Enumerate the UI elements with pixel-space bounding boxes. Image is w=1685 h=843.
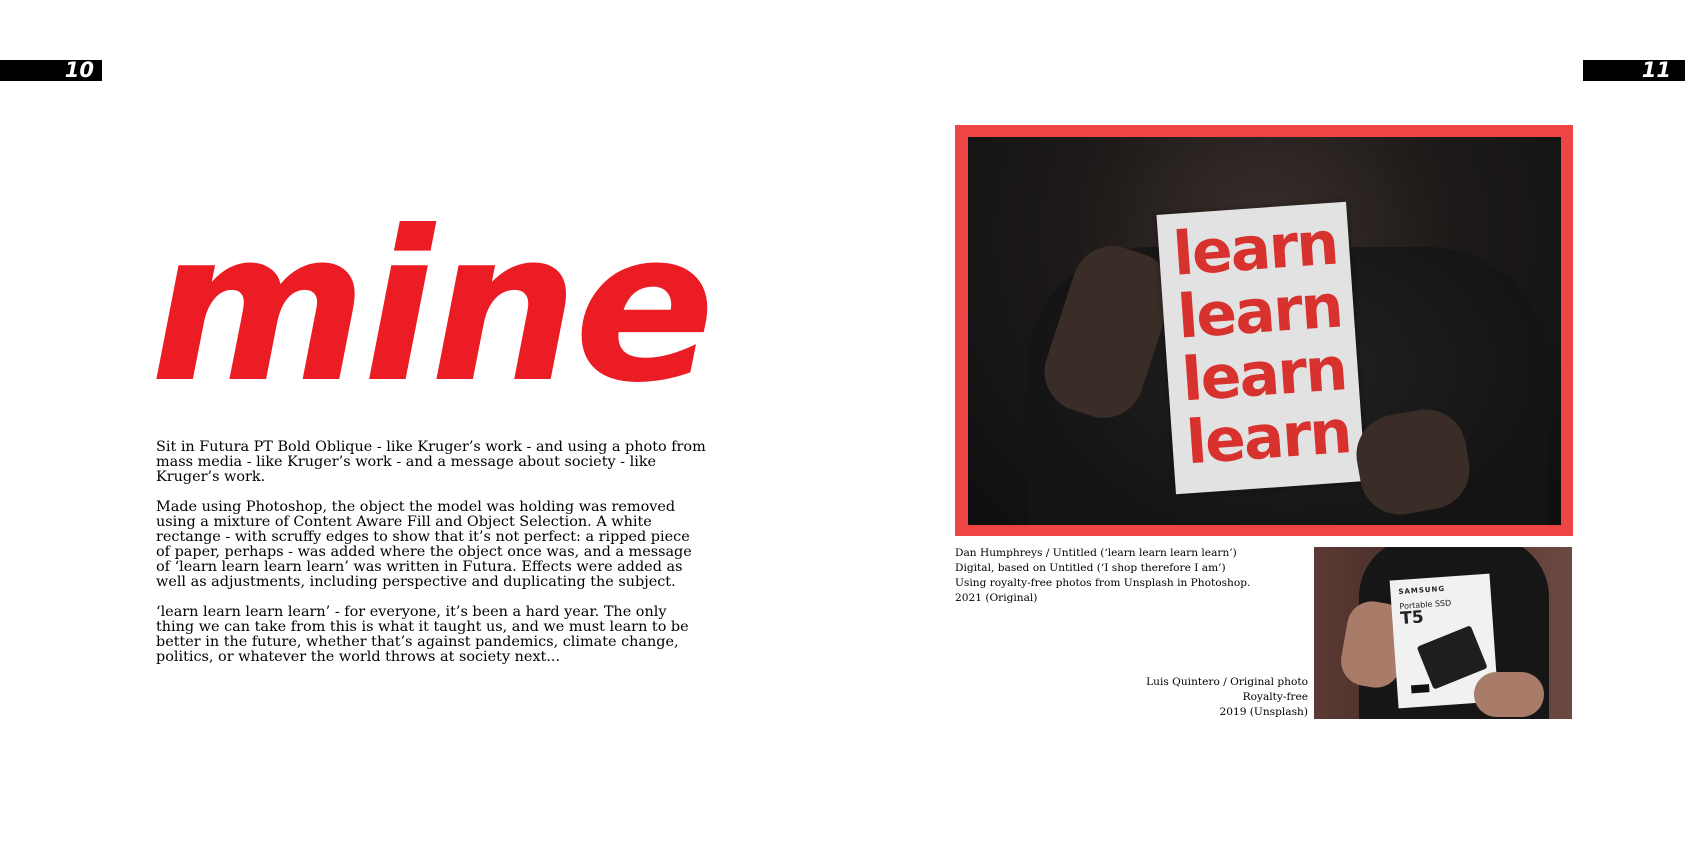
- page-title: mine: [150, 187, 712, 429]
- sign-word: learn: [1179, 334, 1349, 416]
- caption-line: Royalty-free: [1242, 691, 1308, 703]
- original-photo: [1314, 547, 1572, 719]
- paragraph: Made using Photoshop, the object the model was holding was removed using a mixture of Content Aware Fill and Object Selection. A white rectange - with scruffy edges to show that it’s not perfect: a ripped piece of paper, perhaps - was added where the object once was, and a message of ‘learn learn learn learn’ was written in Futura. Effects were added as well as adjustments, including perspective and duplicating the subject.: [156, 499, 692, 590]
- learn-sign: [1156, 202, 1365, 495]
- original-photo-caption: [1100, 675, 1308, 720]
- sign-word: learn: [1170, 208, 1340, 290]
- paragraph: Sit in Futura PT Bold Oblique - like Kruger’s work - and using a photo from mass media - like Kruger’s work - and a message about society - like Kruger’s work.: [156, 439, 706, 485]
- paragraph: ‘learn learn learn learn’ - for everyone, it’s been a hard year. The only thing we can take from this is what it taught us, and we must learn to be better in the future, whether that’s against pandemics, climate change, politics, or whatever the world throws at society next...: [156, 604, 689, 665]
- sign-word: learn: [1184, 397, 1353, 479]
- page-number-left: 10: [0, 60, 102, 81]
- box-brand: SAMSUNG: [1398, 584, 1446, 597]
- caption-line: 2019 (Unsplash): [1219, 706, 1308, 718]
- caption-line: Dan Humphreys / Untitled (‘learn learn learn learn’): [955, 547, 1237, 559]
- caption-line: 2021 (Original): [955, 592, 1038, 604]
- sign-word: learn: [1175, 271, 1344, 353]
- page-number-right: 11: [1583, 60, 1685, 81]
- body-text: [156, 440, 706, 680]
- artwork-caption: [955, 546, 1295, 606]
- ssd-drive-image: [1417, 625, 1488, 689]
- box-model: T5: [1399, 607, 1425, 629]
- caption-line: Digital, based on Untitled (‘I shop therefore I am’): [955, 562, 1226, 574]
- caption-line: Luis Quintero / Original photo: [1146, 676, 1308, 688]
- box-product: Portable SSD: [1399, 598, 1452, 612]
- artwork-image: [968, 137, 1561, 525]
- artwork-frame: [955, 125, 1573, 536]
- caption-line: Using royalty-free photos from Unsplash in Photoshop.: [955, 577, 1251, 589]
